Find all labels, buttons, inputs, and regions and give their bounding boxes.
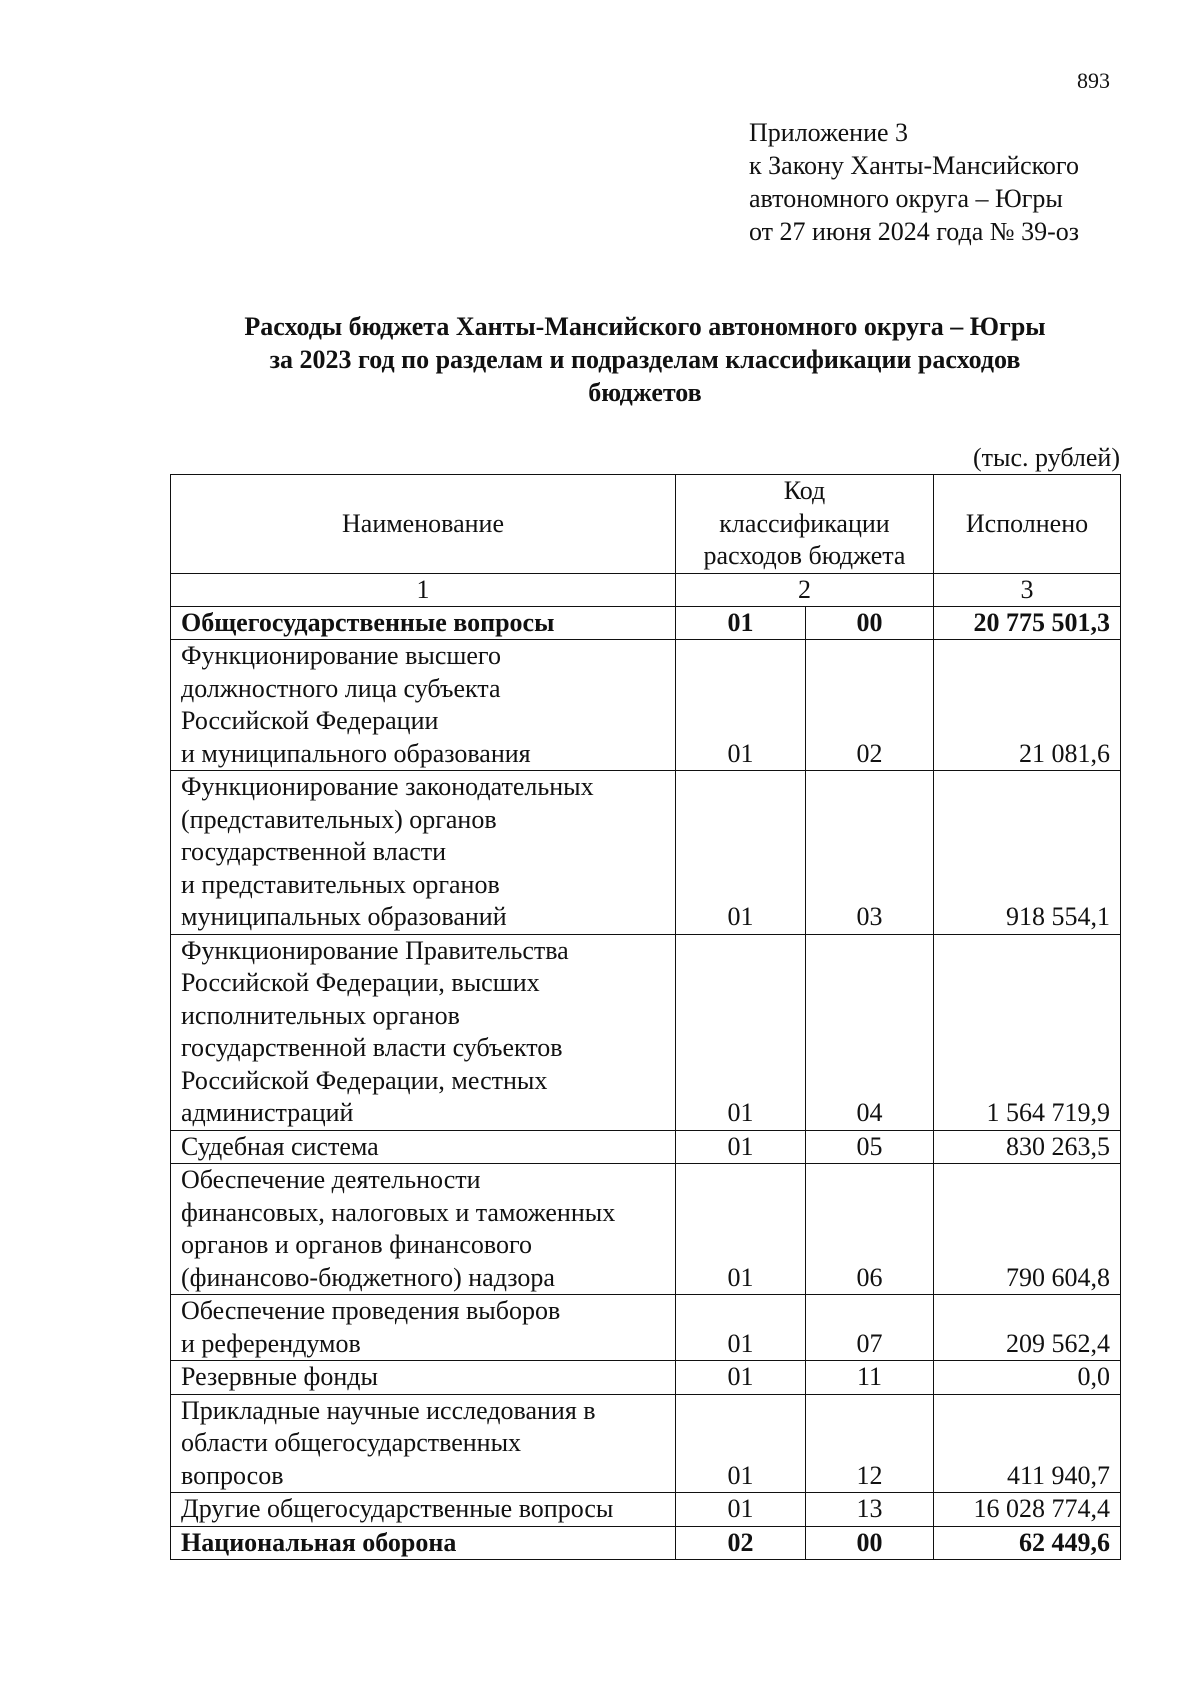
units-label: (тыс. рублей) xyxy=(972,443,1120,472)
row-executed-value: 1 564 719,9 xyxy=(934,934,1121,1130)
table-row xyxy=(171,1394,1121,1493)
title-line: за 2023 год по разделам и подразделам классификации расходов xyxy=(269,345,1021,374)
header-code: Код классификации расходов бюджета xyxy=(676,475,934,574)
appendix-line: от 27 июня 2024 года № 39-оз xyxy=(749,217,1080,246)
column-number: 1 xyxy=(171,573,676,606)
title-line: бюджетов xyxy=(588,378,702,407)
header-name: Наименование xyxy=(171,475,676,574)
row-executed-value: 918 554,1 xyxy=(934,771,1121,935)
table-row xyxy=(171,640,1121,771)
table-row xyxy=(171,771,1121,935)
header-row xyxy=(171,475,1121,574)
appendix-line: к Закону Ханты-Мансийского xyxy=(749,151,1079,180)
appendix-block xyxy=(749,116,1079,248)
row-subsection-code: 06 xyxy=(806,1164,934,1295)
table-row xyxy=(171,1361,1121,1395)
title-line: Расходы бюджета Ханты-Мансийского автономного округа – Югры xyxy=(244,312,1046,341)
row-subsection-code: 11 xyxy=(806,1361,934,1395)
row-name: Функционирование Правительства Российской Федерации, высших исполнительных органов государственной власти субъектов Российской Федерации, местных администраций xyxy=(171,934,676,1130)
row-name: Прикладные научные исследования в области общегосударственных вопросов xyxy=(171,1394,676,1493)
row-section-code: 01 xyxy=(676,1493,806,1527)
table-row xyxy=(171,606,1121,640)
row-name: Судебная система xyxy=(171,1130,676,1164)
row-executed-value: 0,0 xyxy=(934,1361,1121,1395)
row-name: Другие общегосударственные вопросы xyxy=(171,1493,676,1527)
table-row xyxy=(171,1493,1121,1527)
row-subsection-code: 07 xyxy=(806,1295,934,1361)
row-section-code: 01 xyxy=(676,640,806,771)
row-executed-value: 16 028 774,4 xyxy=(934,1493,1121,1527)
appendix-line: автономного округа – Югры xyxy=(749,184,1063,213)
row-section-code: 01 xyxy=(676,1295,806,1361)
row-section-code: 01 xyxy=(676,934,806,1130)
document-title xyxy=(160,310,1130,409)
header-executed: Исполнено xyxy=(934,475,1121,574)
row-name: Резервные фонды xyxy=(171,1361,676,1395)
row-section-code: 01 xyxy=(676,771,806,935)
column-number: 3 xyxy=(934,573,1121,606)
row-subsection-code: 05 xyxy=(806,1130,934,1164)
row-name: Функционирование законодательных (представительных) органов государственной власти и представительных органов муниципальных образований xyxy=(171,771,676,935)
row-name: Общегосударственные вопросы xyxy=(171,606,676,640)
row-name: Национальная оборона xyxy=(171,1526,676,1560)
table-row xyxy=(171,1295,1121,1361)
table-row xyxy=(171,1164,1121,1295)
table-row xyxy=(171,1130,1121,1164)
row-section-code: 01 xyxy=(676,1164,806,1295)
row-section-code: 02 xyxy=(676,1526,806,1560)
table-row xyxy=(171,934,1121,1130)
row-executed-value: 21 081,6 xyxy=(934,640,1121,771)
column-number-row xyxy=(171,573,1121,606)
row-subsection-code: 13 xyxy=(806,1493,934,1527)
row-executed-value: 62 449,6 xyxy=(934,1526,1121,1560)
row-section-code: 01 xyxy=(676,1394,806,1493)
row-subsection-code: 03 xyxy=(806,771,934,935)
row-executed-value: 411 940,7 xyxy=(934,1394,1121,1493)
row-subsection-code: 00 xyxy=(806,1526,934,1560)
budget-table xyxy=(170,474,1121,1560)
row-section-code: 01 xyxy=(676,1361,806,1395)
row-name: Функционирование высшего должностного лица субъекта Российской Федерации и муниципального образования xyxy=(171,640,676,771)
table-row xyxy=(171,1526,1121,1560)
row-executed-value: 790 604,8 xyxy=(934,1164,1121,1295)
row-section-code: 01 xyxy=(676,1130,806,1164)
row-name: Обеспечение деятельности финансовых, налоговых и таможенных органов и органов финансового (финансово-бюджетного) надзора xyxy=(171,1164,676,1295)
row-name: Обеспечение проведения выборов и референдумов xyxy=(171,1295,676,1361)
row-subsection-code: 04 xyxy=(806,934,934,1130)
appendix-line: Приложение 3 xyxy=(749,118,909,147)
row-executed-value: 209 562,4 xyxy=(934,1295,1121,1361)
row-section-code: 01 xyxy=(676,606,806,640)
row-executed-value: 20 775 501,3 xyxy=(934,606,1121,640)
row-subsection-code: 12 xyxy=(806,1394,934,1493)
row-subsection-code: 02 xyxy=(806,640,934,771)
row-subsection-code: 00 xyxy=(806,606,934,640)
row-executed-value: 830 263,5 xyxy=(934,1130,1121,1164)
page-number: 893 xyxy=(1077,68,1110,93)
column-number: 2 xyxy=(676,573,934,606)
